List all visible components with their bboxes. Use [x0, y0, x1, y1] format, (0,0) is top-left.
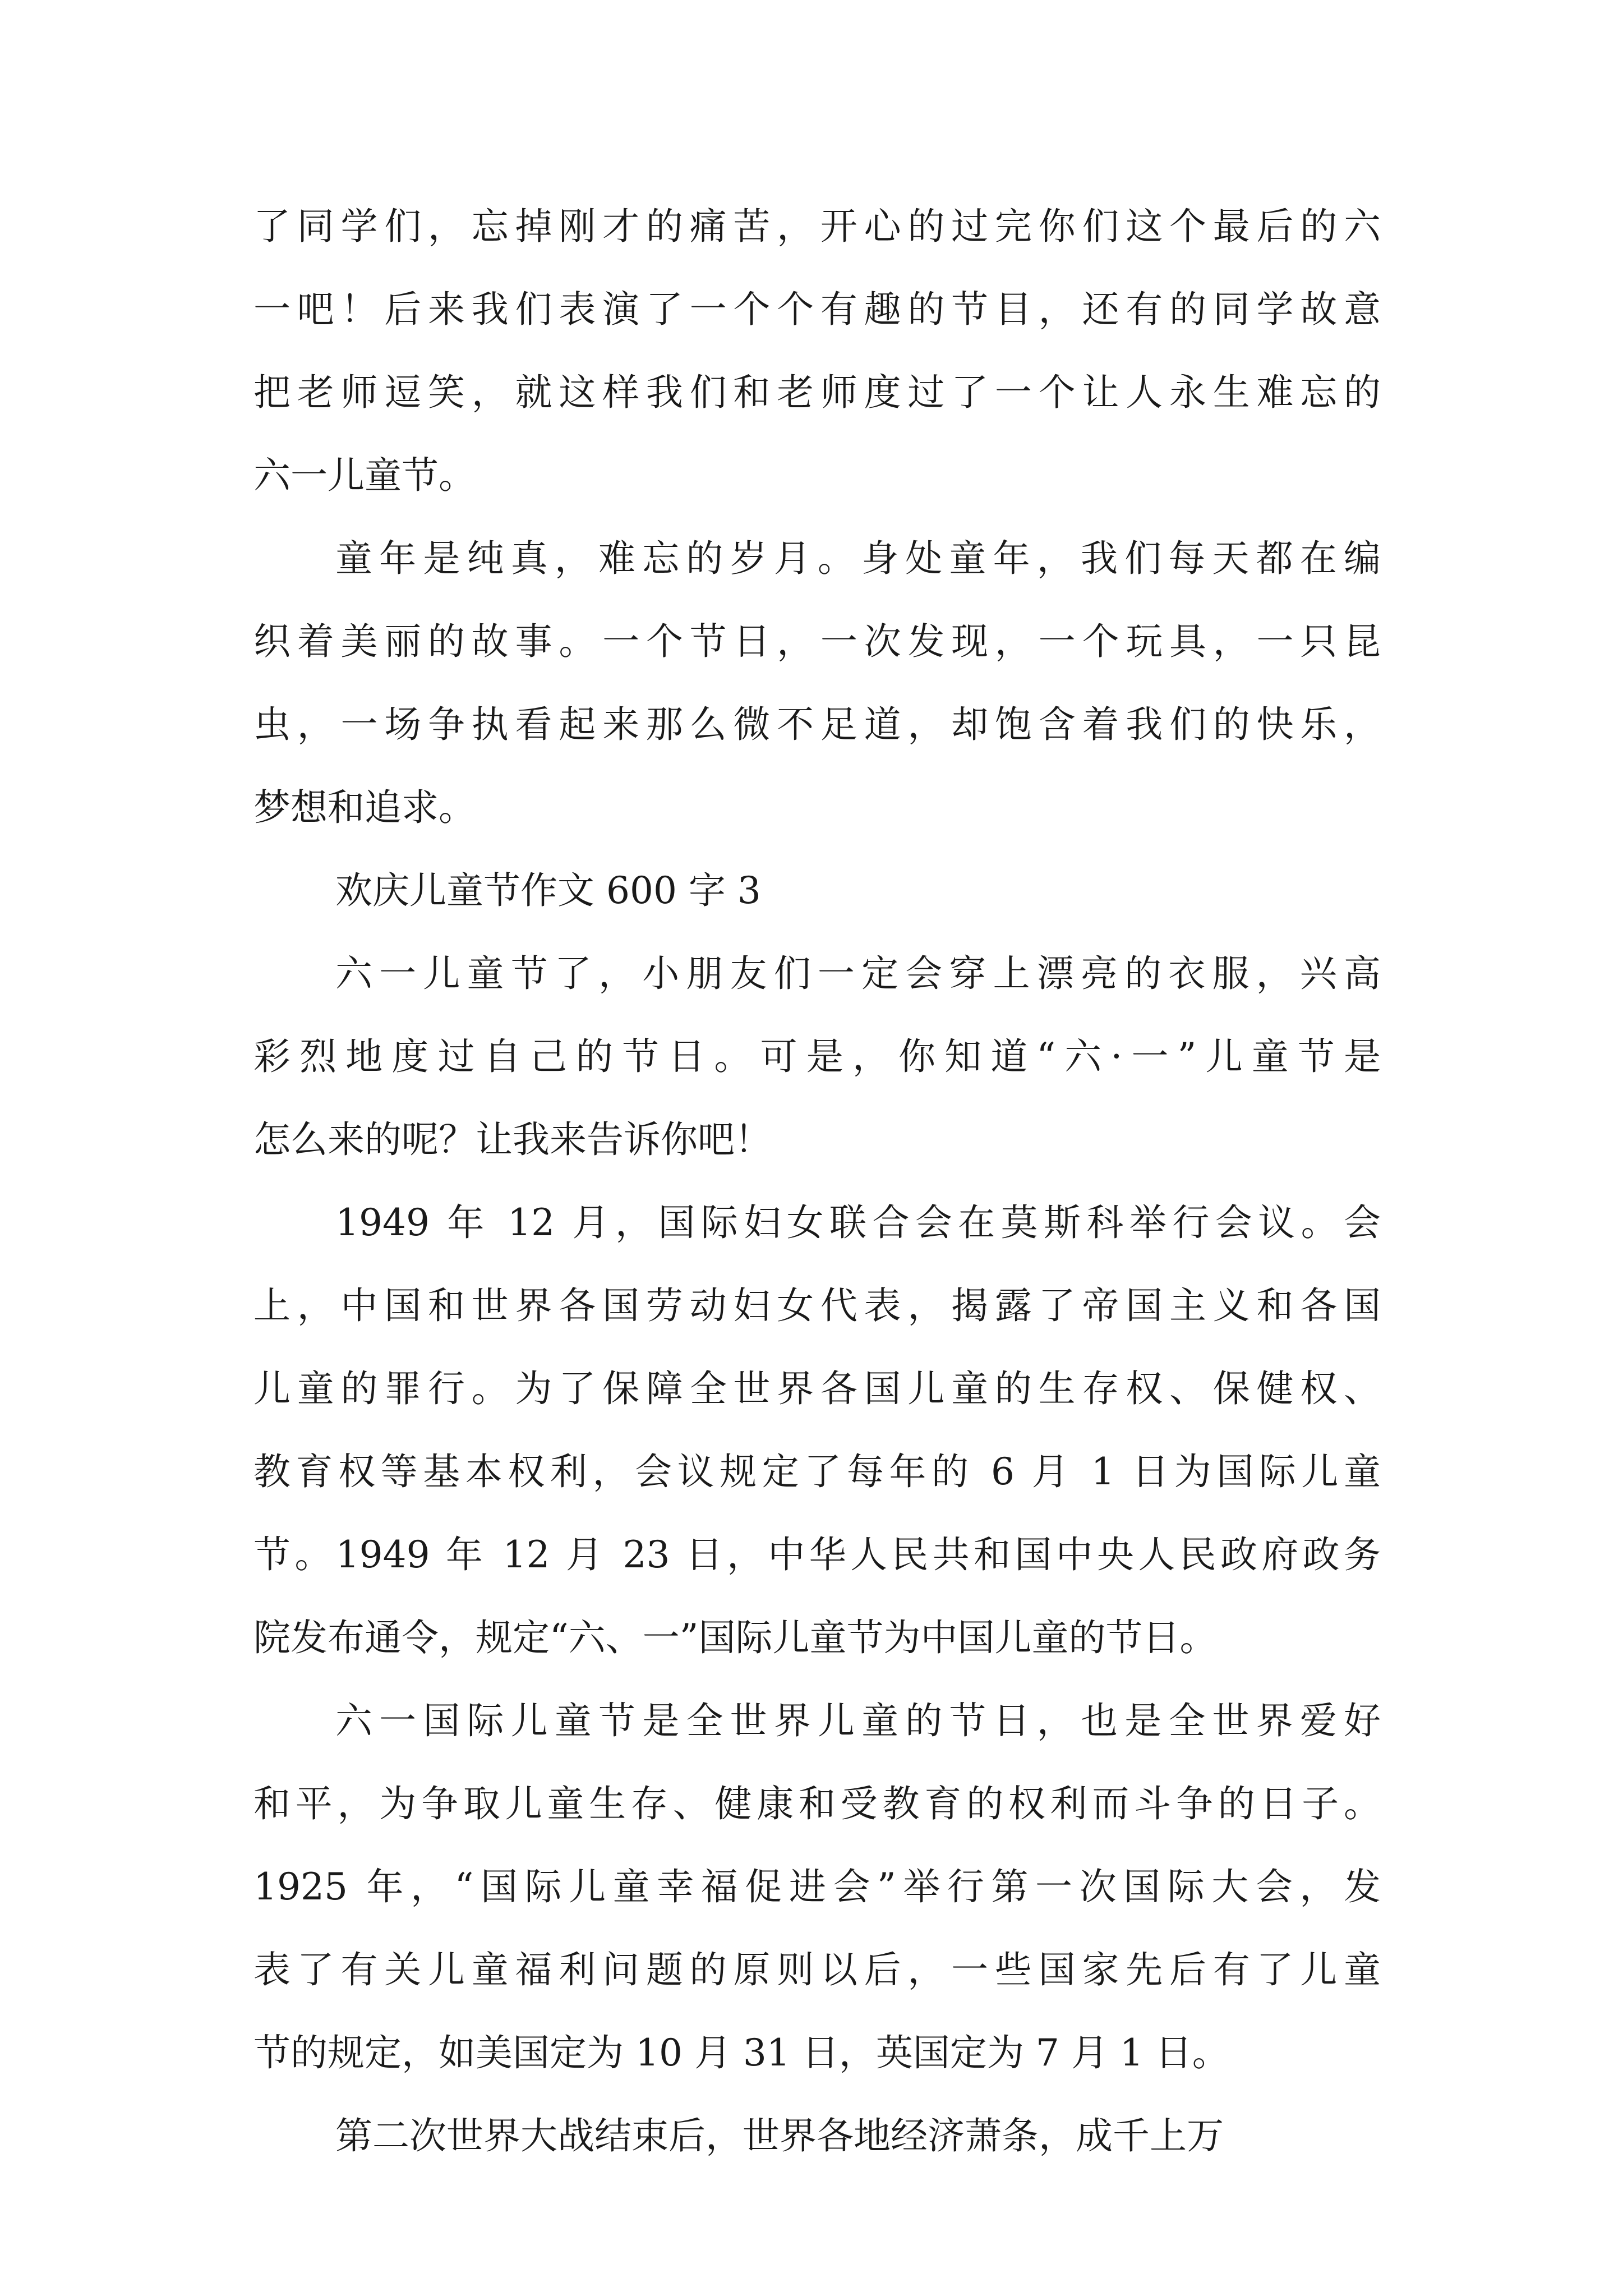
text-line: 上，中国和世界各国劳动妇女代表，揭露了帝国主义和各国 [253, 1284, 1381, 1327]
paragraph [253, 517, 1381, 849]
paragraph [253, 2095, 1381, 2178]
text-line: 六一儿童节了，小朋友们一定会穿上漂亮的衣服，兴高 [335, 952, 1381, 995]
text-line: 儿童的罪行。为了保障全世界各国儿童的生存权、保健权、 [253, 1367, 1381, 1410]
text-line: 了同学们，忘掉刚才的痛苦，开心的过完你们这个最后的六 [253, 205, 1381, 248]
text-line: 1949 年 12 月，国际妇女联合会在莫斯科举行会议。会 [335, 1201, 1381, 1244]
text-line: 和平，为争取儿童生存、健康和受教育的权利而斗争的日子。 [253, 1782, 1381, 1825]
heading-line: 欢庆儿童节作文 600 字 3 [335, 869, 761, 912]
paragraph [253, 932, 1381, 1181]
paragraph [253, 1181, 1381, 1680]
text-line: 怎么来的呢？让我来告诉你吧！ [253, 1118, 772, 1161]
text-line: 童年是纯真，难忘的岁月。身处童年，我们每天都在编 [335, 537, 1381, 580]
text-line: 1925 年，“国际儿童幸福促进会”举行第一次国际大会，发 [253, 1865, 1381, 1908]
essay-body [253, 185, 1381, 2178]
paragraph [253, 185, 1381, 517]
paragraph [253, 1680, 1381, 2095]
text-line: 节。1949 年 12 月 23 日，中华人民共和国中央人民政府政务 [253, 1533, 1381, 1576]
text-line: 把老师逗笑，就这样我们和老师度过了一个让人永生难忘的 [253, 371, 1381, 414]
text-line: 节的规定，如美国定为 10 月 31 日，英国定为 7 月 1 日。 [253, 2031, 1229, 2074]
text-line: 教育权等基本权利，会议规定了每年的 6 月 1 日为国际儿童 [253, 1450, 1381, 1493]
text-line: 院发布通令，规定“六、一”国际儿童节为中国儿童的节日。 [253, 1616, 1217, 1659]
text-line: 虫，一场争执看起来那么微不足道，却饱含着我们的快乐， [253, 703, 1381, 746]
text-line: 第二次世界大战结束后，世界各地经济萧条，成千上万 [335, 2114, 1224, 2157]
section-heading [253, 849, 1381, 932]
text-line: 六一国际儿童节是全世界儿童的节日，也是全世界爱好 [335, 1699, 1381, 1742]
text-line: 六一儿童节。 [253, 454, 476, 497]
text-line: 梦想和追求。 [253, 786, 476, 829]
text-line: 一吧！后来我们表演了一个个有趣的节目，还有的同学故意 [253, 288, 1381, 331]
text-line: 织着美丽的故事。一个节日，一次发现，一个玩具，一只昆 [253, 620, 1381, 663]
text-line: 表了有关儿童福利问题的原则以后，一些国家先后有了儿童 [253, 1948, 1381, 1991]
text-line: 彩烈地度过自己的节日。可是，你知道“六·一”儿童节是 [253, 1035, 1381, 1078]
